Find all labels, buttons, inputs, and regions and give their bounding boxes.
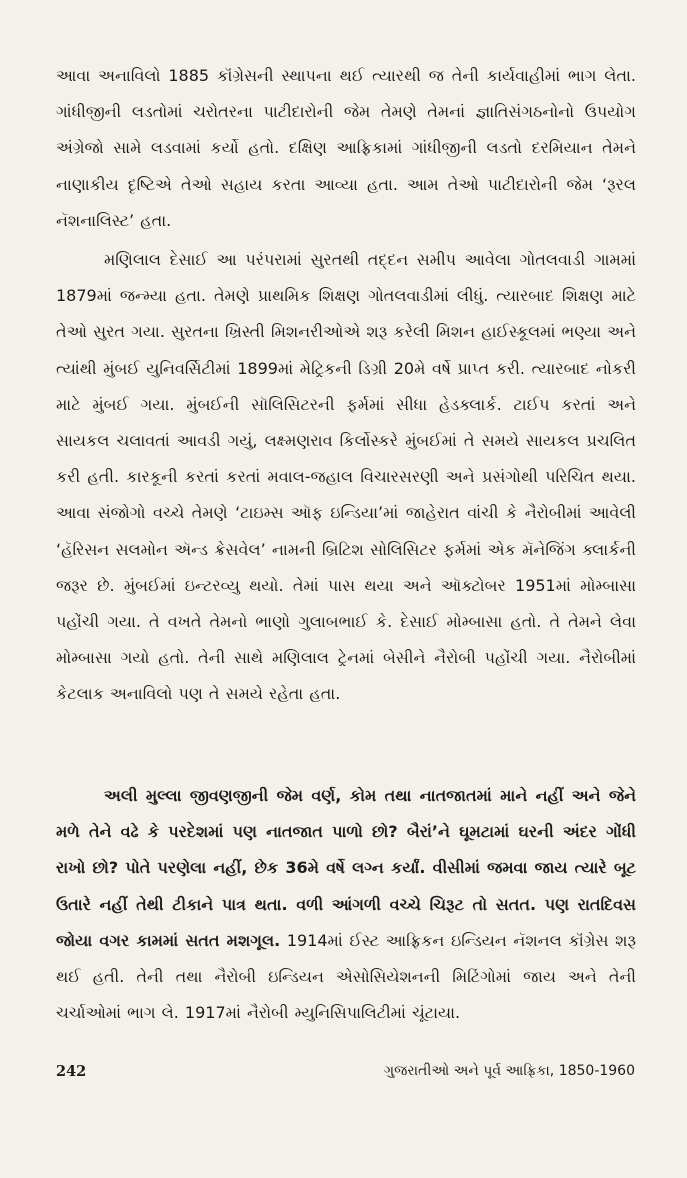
- paragraph-2: [56, 242, 636, 713]
- paragraph-3-text: [56, 778, 636, 1031]
- paragraph-3-regular-text: 1914માં ઈસ્ટ આફ્રિકન ઇન્ડિયન નૅશનલ કૉંગ્રેસ શરૂ થઈ હતી. તેની તથા નૈરોબી ઇન્ડિયન એસોસિયેશનની મિટિંગોમાં જાય અને તેની ચર્ચાઓમાં ભાગ લે. 1917માં નૈરોબી મ્યુનિસિપાલિટીમાં ચૂંટાયા.: [56, 930, 636, 1023]
- page-number: 242: [56, 1063, 87, 1080]
- running-title: ગુજરાતીઓ અને પૂર્વ આફ્રિકા, 1850-1960: [383, 1063, 635, 1079]
- paragraph-3: [56, 778, 636, 1031]
- paragraph-2-text: મણિલાલ દેસાઈ આ પરંપરામાં સુરતથી તદ્દન સમીપ આવેલા ગોતલવાડી ગામમાં 1879માં જન્મ્યા હતા. તેમણે પ્રાથમિક શિક્ષણ ગોતલવાડીમાં લીધું. ત્યારબાદ શિક્ષણ માટે તેઓ સુરત ગયા. સુરતના ખ્રિસ્તી મિશનરીઓએ શરૂ કરેલી મિશન હાઈસ્કૂલમાં ભણ્યા અને ત્યાંથી મુંબઈ યુનિવર્સિટીમાં 1899માં મેટ્રિકની ડિગ્રી 20મે વર્ષે પ્રાપ્ત કરી. ત્યારબાદ નોકરી માટે મુંબઈ ગયા. મુંબઈની સૉલિસિટરની ફર્મમાં સીધા હેડક્લાર્ક. ટાઈપ કરતાં અને સાયકલ ચલાવતાં આવડી ગયું, લક્ષ્મણરાવ કિર્લોસ્કરે મુંબઈમાં તે સમયે સાયકલ પ્રચલિત કરી હતી. કારકૂની કરતાં કરતાં મવાલ-જહાલ વિચારસરણી અને પ્રસંગોથી પરિચિત થયા. આવા સંજોગો વચ્ચે તેમણે ‘ટાઇમ્સ ઑફ ઇન્ડિયા’માં જાહેરાત વાંચી કે નૈરોબીમાં આવેલી ‘હૅરિસન સલમોન ઍન્ડ ક્રેસવેલ’ નામની બ્રિટિશ સોલિસિટર ફર્મમાં એક મૅનેજિંગ ક્લાર્કની જરૂર છે. મુંબઈમાં ઇન્ટરવ્યુ થયો. તેમાં પાસ થયા અને ઑક્ટોબર 1951માં મોમ્બાસા પહોંચી ગયા. તે વખતે તેમનો ભાણો ગુલાબભાઈ કે. દેસાઈ મોમ્બાસા હતો. તે તેમને લેવા મોમ્બાસા ગયો હતો. તેની સાથે મણિલાલ ટ્રેનમાં બેસીને નૈરોબી પહોંચી ગયા. નૈરોબીમાં કેટલાક અનાવિલો પણ તે સમયે રહેતા હતા.: [56, 250, 636, 704]
- paragraph-1: [56, 58, 636, 239]
- paragraph-1-text: આવા અનાવિલો 1885 કૉંગ્રેસની સ્થાપના થઈ ત્યારથી જ તેની કાર્યવાહીમાં ભાગ લેતા. ગાંધીજીની લડતોમાં ચરોતરના પાટીદારોની જેમ તેમણે તેમનાં જ્ઞાતિસંગઠનોનો ઉપયોગ અંગ્રેજો સામે લડવામાં કર્યો હતો. દક્ષિણ આફ્રિકામાં ગાંધીજીની લડતો દરમિયાન તેમને નાણાકીય દૃષ્ટિએ તેઓ સહાય કરતા આવ્યા હતા. આમ તેઓ પાટીદારોની જેમ ‘રૂરલ નૅશનાલિસ્ટ’ હતા.: [56, 66, 636, 230]
- paragraph-3-bold-text: અલી મુલ્લા જીવણજીની જેમ વર્ણ, કોમ તથા નાતજાતમાં માને નહીં અને જેને મળે તેને વઢે કે પરદેશમાં પણ નાતજાત પાળો છો? બૈરાં’ને ઘૂમટામાં ઘરની અંદર ગોંધી રાખો છો? પોતે પરણેલા નહીં, છેક 36મે વર્ષે લગ્ન કર્યાં. વીસીમાં જમવા જાય ત્યારે બૂટ ઉતારે નહીં તેથી ટીકાને પાત્ર થતા. વળી આંગળી વચ્ચે ચિરૂટ તો સતત. પણ રાતદિવસ જોયા વગર કામમાં સતત મશગૂલ.: [56, 786, 636, 950]
